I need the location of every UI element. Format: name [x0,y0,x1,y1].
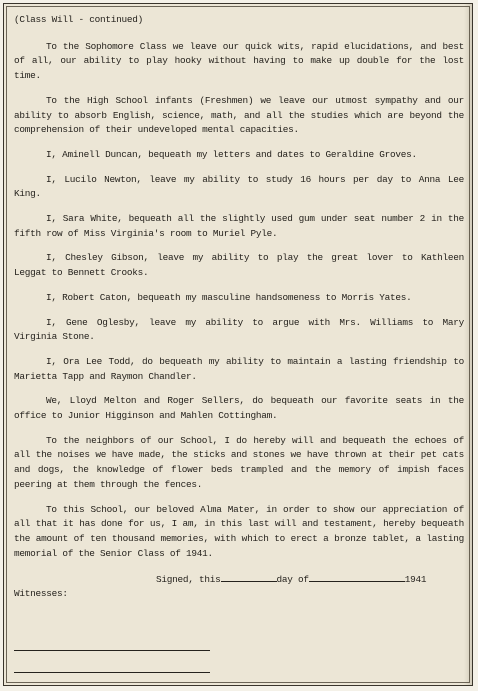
signed-label: Signed, this [156,574,221,586]
signature-line [14,571,464,588]
witnesses-label: Witnesses: [14,588,68,600]
page-edge-shadow [464,4,472,685]
paragraph-sophomore: To the Sophomore Class we leave our quick wits, rapid elucidations, and best of all, our ability to play hooky without having to make up double for the lost time. [14,40,464,82]
paragraph-caton: I, Robert Caton, bequeath my masculine handsomeness to Morris Yates. [46,291,412,303]
witness-line-2 [14,672,210,673]
day-of-label: day of [276,574,309,586]
paragraph-todd: I, Ora Lee Todd, do bequeath my ability to maintain a lasting friendship to Marietta Tapp and Raymon Chandler. [14,355,464,382]
day-blank [221,571,277,582]
month-blank [309,571,405,582]
paragraph-duncan: I, Aminell Duncan, bequeath my letters and dates to Geraldine Groves. [46,148,417,160]
paragraph-neighbors: To the neighbors of our School, I do hereby will and bequeath the echoes of all the noises we have made, the sticks and stones we have thrown at their pet cats and dogs, the knowledge of flower beds trampled and the memory of impish faces peering at them through the fences. [14,434,464,490]
paragraph-freshmen: To the High School infants (Freshmen) we leave our utmost sympathy and our ability to absorb English, science, math, and all the studies which are beyond the comprehension of their undeveloped mental capacities. [14,94,464,136]
paragraph-newton: I, Lucilo Newton, leave my ability to study 16 hours per day to Anna Lee King. [14,173,464,200]
witness-line-1 [14,650,210,651]
year-label: 1941 [404,574,427,586]
paragraph-school: To this School, our beloved Alma Mater, in order to show our appreciation of all that it has done for us, I am, in this last will and testament, hereby bequeath the amount of ten thousand memories, with which to erect a bronze tablet, a lasting memorial of the Senior Class of 1941. [14,503,464,559]
document-page [14,13,464,602]
paragraph-gibson: I, Chesley Gibson, leave my ability to play the great lover to Kathleen Leggat to Bennett Crooks. [14,252,464,279]
paragraph-white: I, Sara White, bequeath all the slightly used gum under seat number 2 in the fifth row of Miss Virginia's room to Muriel Pyle. [14,213,464,239]
paragraph-melton-sellers: We, Lloyd Melton and Roger Sellers, do bequeath our favorite seats in the office to Junior Higginson and Mahlen Cottingham. [14,395,464,422]
page-header: (Class Will - continued) [14,14,144,25]
paragraph-oglesby: I, Gene Oglesby, leave my ability to argue with Mrs. Williams to Mary Virginia Stone. [14,316,464,343]
